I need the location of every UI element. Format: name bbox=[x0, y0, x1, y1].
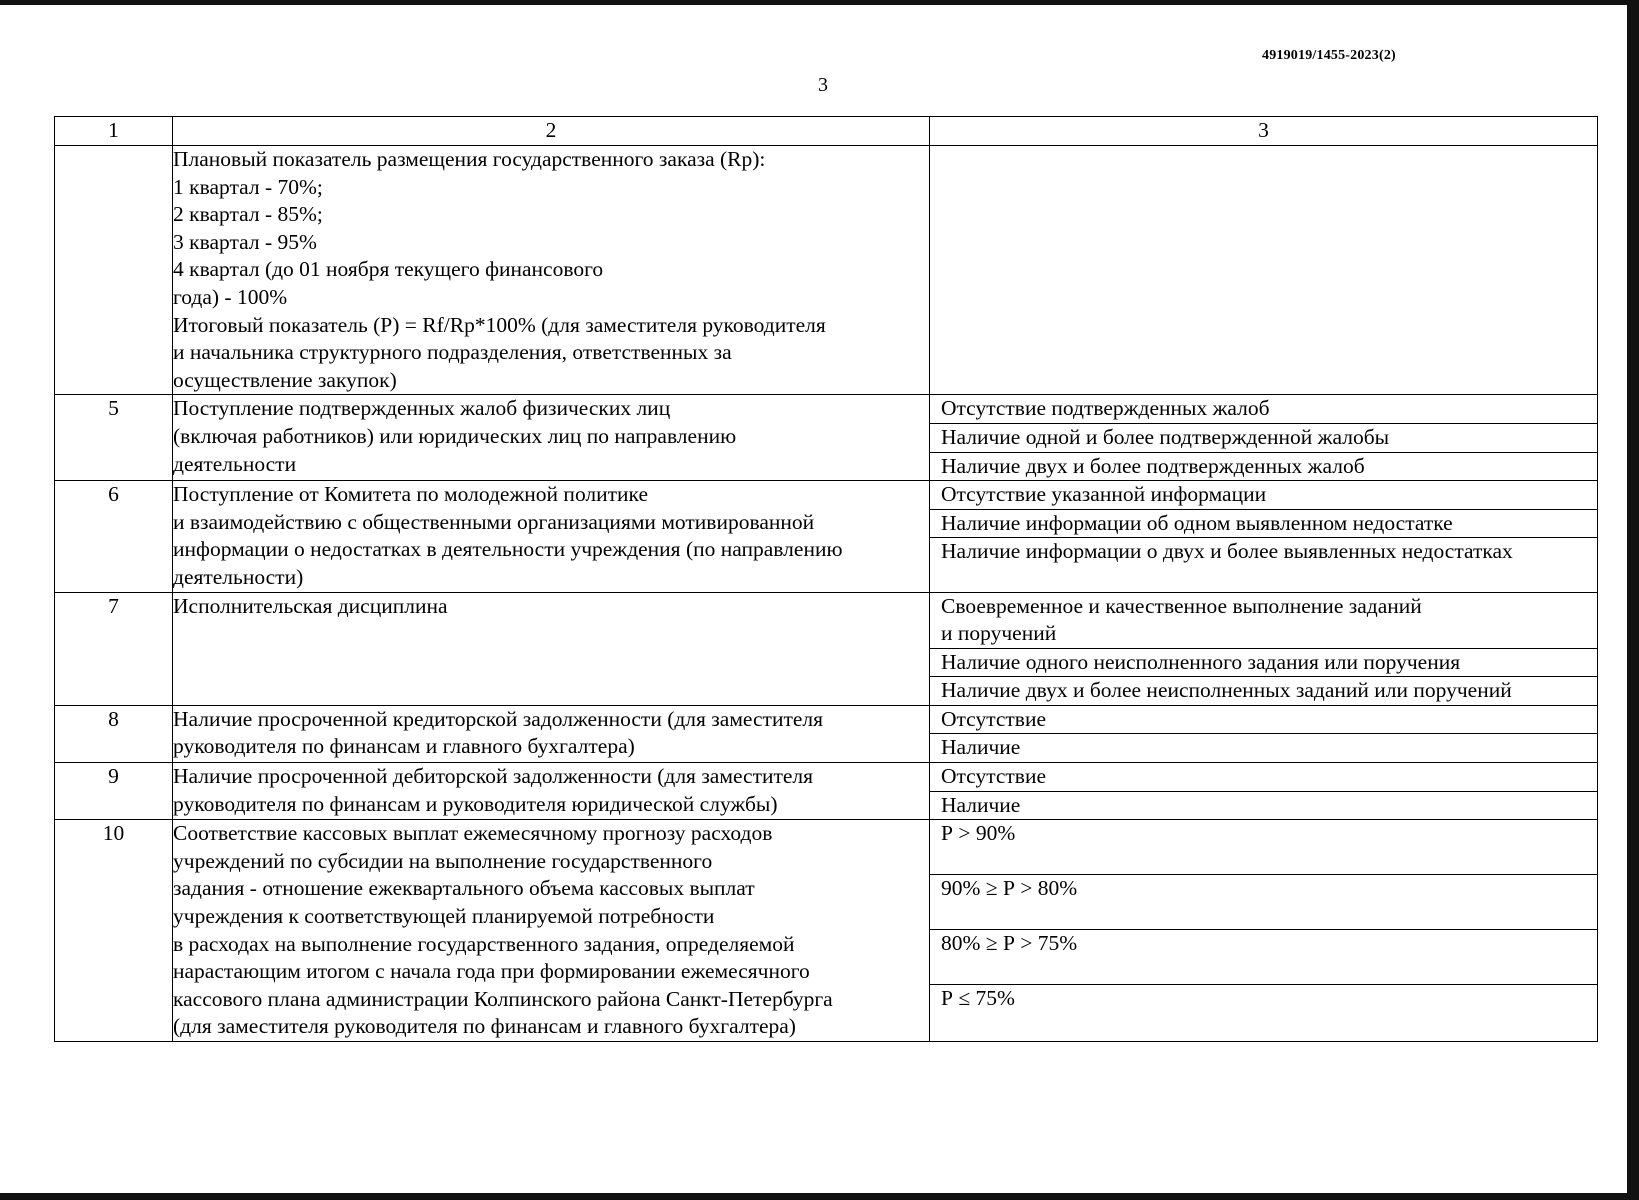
row-description bbox=[173, 820, 930, 1042]
row-criteria bbox=[930, 592, 1598, 705]
scan-edge-bottom bbox=[0, 1193, 1639, 1200]
description-line: деятельности) bbox=[173, 564, 304, 589]
table-row bbox=[55, 481, 1598, 592]
description-line: Соответствие кассовых выплат ежемесячному прогнозу расходов bbox=[173, 821, 773, 846]
table-row bbox=[55, 146, 1598, 395]
description-line: 2 квартал - 85%; bbox=[173, 202, 323, 227]
description-line: Итоговый показатель (Р) = Rf/Rp*100% (для заместителя руководителя bbox=[173, 312, 826, 337]
table-row bbox=[55, 705, 1598, 762]
criteria-table bbox=[54, 116, 1598, 1042]
table-row bbox=[55, 820, 1598, 1042]
criterion: Наличие bbox=[941, 735, 1021, 760]
description-line: 3 квартал - 95% bbox=[173, 229, 317, 254]
description-line: года) - 100% bbox=[173, 284, 288, 309]
row-criteria bbox=[930, 481, 1598, 592]
criterion: Наличие одной и более подтвержденной жалобы bbox=[930, 424, 1597, 453]
description-line: Плановый показатель размещения государственного заказа (Rp): bbox=[173, 147, 766, 171]
description-line: и начальника структурного подразделения, ответственных за bbox=[173, 340, 732, 365]
scan-edge-top bbox=[0, 0, 1639, 5]
criterion: Р > 90% bbox=[930, 820, 1597, 875]
row-criteria bbox=[930, 763, 1598, 820]
criterion: Наличие информации о двух и более выявленных недостатках bbox=[941, 539, 1513, 564]
description-line: (включая работников) или юридических лиц по направлению bbox=[173, 423, 737, 448]
row-number: 5 bbox=[55, 395, 173, 481]
description-line: руководителя по финансам и руководителя юридической службы) bbox=[173, 791, 778, 816]
description-line: в расходах на выполнение государственного задания, определяемой bbox=[173, 931, 795, 956]
description-line: и взаимодействию с общественными организациями мотивированной bbox=[173, 509, 815, 534]
row-description bbox=[173, 592, 930, 705]
criterion: Наличие двух и более неисполненных заданий или поручений bbox=[941, 678, 1512, 703]
page-number: 3 bbox=[818, 74, 828, 96]
description-line: информации о недостатках в деятельности учреждения (по направлению bbox=[173, 537, 843, 562]
row-criteria bbox=[930, 146, 1598, 395]
row-description bbox=[173, 481, 930, 592]
row-criteria bbox=[930, 820, 1598, 1042]
description-line: 4 квартал (до 01 ноября текущего финансового bbox=[173, 257, 604, 282]
criterion-line: и поручений bbox=[941, 621, 1057, 646]
document-number: 4919019/1455-2023(2) bbox=[1262, 48, 1396, 63]
criterion-line: Своевременное и качественное выполнение заданий bbox=[941, 593, 1422, 618]
description-line: осуществление закупок) bbox=[173, 367, 397, 392]
table-row bbox=[55, 763, 1598, 820]
description-line: нарастающим итогом с начала года при формировании ежемесячного bbox=[173, 959, 810, 984]
criterion bbox=[930, 593, 1597, 649]
description-line: (для заместителя руководителя по финансам и главного бухгалтера) bbox=[173, 1014, 796, 1039]
criterion: Р ≤ 75% bbox=[941, 986, 1015, 1011]
description-line: Поступление подтвержденных жалоб физических лиц bbox=[173, 396, 671, 421]
description-line: задания - отношение ежеквартального объема кассовых выплат bbox=[173, 876, 755, 901]
criterion: Отсутствие bbox=[930, 706, 1597, 735]
row-description bbox=[173, 705, 930, 762]
row-number: 8 bbox=[55, 705, 173, 762]
description-line: учреждения к соответствующей планируемой потребности bbox=[173, 904, 715, 929]
criterion: Отсутствие подтвержденных жалоб bbox=[930, 395, 1597, 424]
description-line: Поступление от Комитета по молодежной политике bbox=[173, 482, 648, 507]
description-line: Исполнительская дисциплина bbox=[173, 593, 448, 618]
column-header-2: 2 bbox=[173, 117, 930, 146]
criterion: Наличие двух и более подтвержденных жалоб bbox=[941, 453, 1365, 478]
description-line: кассового плана администрации Колпинского района Санкт-Петербурга bbox=[173, 986, 833, 1011]
row-description bbox=[173, 763, 930, 820]
column-header-1: 1 bbox=[55, 117, 173, 146]
table-header-row bbox=[55, 117, 1598, 146]
row-number bbox=[55, 146, 173, 395]
description-line: Наличие просроченной кредиторской задолженности (для заместителя bbox=[173, 706, 824, 731]
description-line: 1 квартал - 70%; bbox=[173, 174, 323, 199]
column-header-3: 3 bbox=[930, 117, 1598, 146]
criterion: Наличие одного неисполненного задания или поручения bbox=[930, 649, 1597, 678]
table-row bbox=[55, 395, 1598, 481]
row-number: 9 bbox=[55, 763, 173, 820]
row-criteria bbox=[930, 395, 1598, 481]
row-number: 7 bbox=[55, 592, 173, 705]
row-number: 6 bbox=[55, 481, 173, 592]
criterion: 90% ≥ Р > 80% bbox=[930, 875, 1597, 930]
row-description bbox=[173, 395, 930, 481]
description-line: Наличие просроченной дебиторской задолженности (для заместителя bbox=[173, 764, 814, 789]
criterion: Наличие информации об одном выявленном недостатке bbox=[930, 510, 1597, 539]
description-line: деятельности bbox=[173, 451, 297, 476]
row-criteria bbox=[930, 705, 1598, 762]
table-row bbox=[55, 592, 1598, 705]
row-number: 10 bbox=[55, 820, 173, 1042]
scan-edge-right bbox=[1627, 0, 1639, 1200]
criterion: Отсутствие bbox=[930, 763, 1597, 792]
criterion: 80% ≥ Р > 75% bbox=[930, 930, 1597, 985]
description-line: руководителя по финансам и главного бухгалтера) bbox=[173, 734, 635, 759]
criterion: Наличие bbox=[941, 792, 1021, 817]
criterion: Отсутствие указанной информации bbox=[930, 481, 1597, 510]
row-description bbox=[173, 146, 930, 395]
description-line: учреждений по субсидии на выполнение государственного bbox=[173, 848, 713, 873]
